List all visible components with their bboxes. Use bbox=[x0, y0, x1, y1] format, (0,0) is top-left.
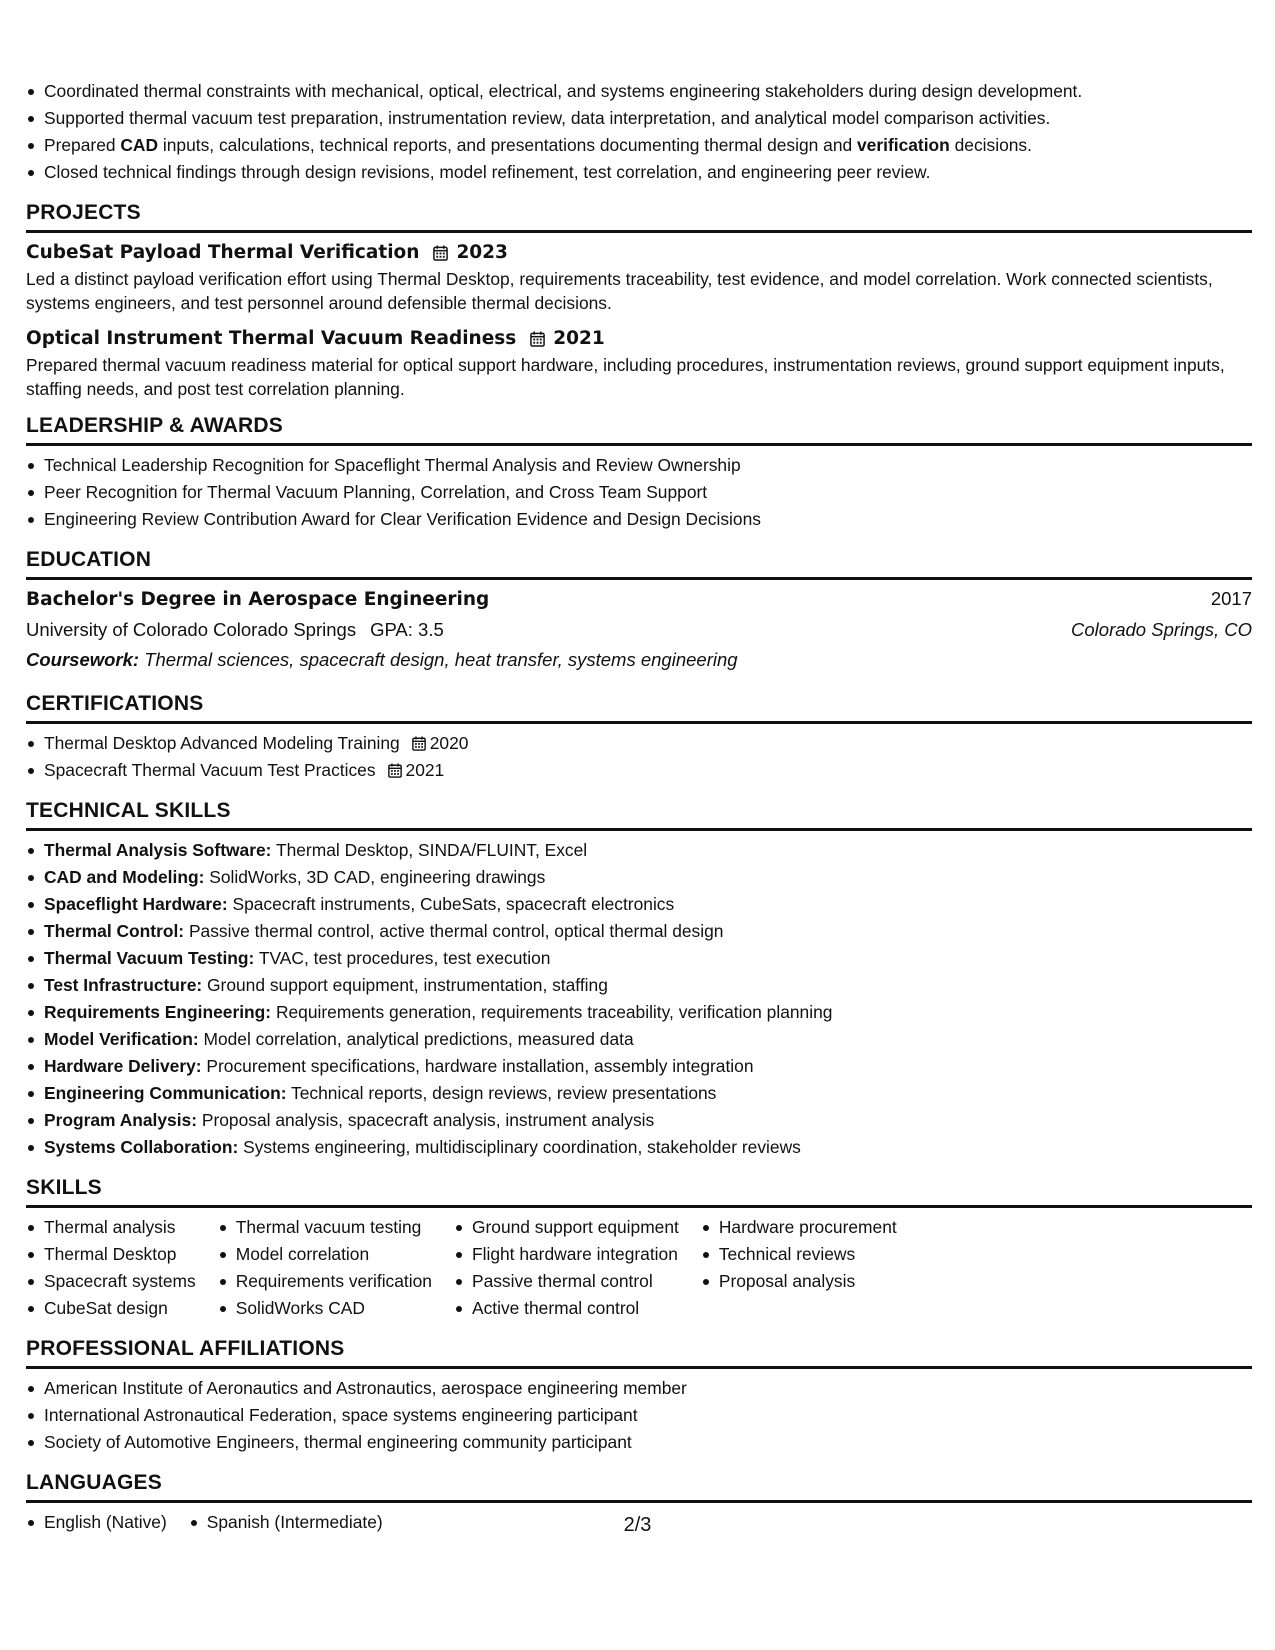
technical-skill-item bbox=[44, 1107, 1252, 1134]
certification-item bbox=[44, 730, 1252, 757]
experience-bullet-list bbox=[26, 78, 1252, 186]
project-description: Prepared thermal vacuum readiness material for optical support hardware, including procedures, instrumentation reviews, ground support equipment inputs, staffing needs, and post test correlation planning. bbox=[26, 355, 1225, 399]
skill-item: Spacecraft systems bbox=[44, 1268, 196, 1295]
bullet-text: decisions. bbox=[949, 135, 1032, 155]
calendar-icon bbox=[388, 763, 402, 778]
technical-skill-label: Test Infrastructure: bbox=[44, 975, 203, 995]
bullet-text: Prepared bbox=[44, 135, 121, 155]
affiliations-section bbox=[26, 1334, 1252, 1456]
technical-skill-value: Requirements generation, requirements traceability, verification planning bbox=[275, 1002, 833, 1022]
projects-list bbox=[26, 233, 1252, 401]
technical-skill-label: Thermal Vacuum Testing: bbox=[44, 948, 255, 968]
technical-skill-label: Hardware Delivery: bbox=[44, 1056, 202, 1076]
coursework-label: Coursework: bbox=[26, 649, 140, 670]
projects-section bbox=[26, 198, 1252, 401]
technical-skill-label: Program Analysis: bbox=[44, 1110, 198, 1130]
skill-item: Requirements verification bbox=[236, 1268, 432, 1295]
section-title-skills: SKILLS bbox=[26, 1173, 1252, 1208]
section-title-education: EDUCATION bbox=[26, 545, 1252, 580]
section-title-technical-skills: TECHNICAL SKILLS bbox=[26, 796, 1252, 831]
project-entry bbox=[26, 325, 1252, 401]
affiliations-list bbox=[26, 1375, 1252, 1456]
section-title-leadership: LEADERSHIP & AWARDS bbox=[26, 411, 1252, 446]
technical-skill-label: Systems Collaboration: bbox=[44, 1137, 239, 1157]
technical-skill-value: Ground support equipment, instrumentation, staffing bbox=[207, 975, 608, 995]
skills-section bbox=[26, 1173, 1252, 1322]
bullet-text: Supported thermal vacuum test preparation, instrumentation review, data interpretation, and analytical model comparison activities. bbox=[44, 108, 1051, 128]
technical-skill-value: Model correlation, analytical predictions, measured data bbox=[203, 1029, 634, 1049]
certification-name: Spacecraft Thermal Vacuum Test Practices bbox=[44, 760, 376, 780]
certification-item bbox=[44, 757, 1252, 784]
technical-skill-value: Passive thermal control, active thermal control, optical thermal design bbox=[188, 921, 724, 941]
affiliation-item: American Institute of Aeronautics and Astronautics, aerospace engineering member bbox=[44, 1375, 1252, 1402]
technical-skill-value: SolidWorks, 3D CAD, engineering drawings bbox=[209, 867, 546, 887]
project-description: Led a distinct payload verification effort using Thermal Desktop, requirements traceability, test evidence, and model correlation. Work connected scientists, systems engineers, and test personnel around defensible thermal decisions. bbox=[26, 269, 1213, 313]
degree-title: Bachelor's Degree in Aerospace Engineering bbox=[26, 589, 490, 610]
page-number: 2/3 bbox=[623, 1514, 652, 1536]
bold-keyword: CAD bbox=[120, 135, 159, 155]
language-item: Spanish (Intermediate) bbox=[207, 1509, 383, 1536]
skill-item: Technical reviews bbox=[719, 1241, 897, 1268]
affiliation-item: International Astronautical Federation, space systems engineering participant bbox=[44, 1402, 1252, 1429]
project-entry bbox=[26, 239, 1252, 315]
technical-skill-item bbox=[44, 864, 1252, 891]
coursework-text: Thermal sciences, spacecraft design, heat transfer, systems engineering bbox=[144, 649, 738, 670]
certification-name: Thermal Desktop Advanced Modeling Training bbox=[44, 733, 400, 753]
skill-item: Thermal analysis bbox=[44, 1214, 196, 1241]
bullet-text: inputs, calculations, technical reports, and presentations documenting thermal design and bbox=[158, 135, 857, 155]
gpa: GPA: 3.5 bbox=[370, 619, 444, 640]
project-header bbox=[26, 325, 1252, 353]
technical-skill-item bbox=[44, 999, 1252, 1026]
school-name: University of Colorado Colorado Springs bbox=[26, 619, 357, 640]
section-title-affiliations: PROFESSIONAL AFFILIATIONS bbox=[26, 1334, 1252, 1369]
technical-skill-label: Engineering Communication: bbox=[44, 1083, 287, 1103]
section-title-certifications: CERTIFICATIONS bbox=[26, 689, 1252, 724]
skills-grid bbox=[26, 1214, 1252, 1322]
skill-item: Thermal vacuum testing bbox=[236, 1214, 432, 1241]
resume-page bbox=[26, 78, 1252, 1536]
technical-skill-item bbox=[44, 972, 1252, 999]
skills-column bbox=[701, 1214, 897, 1322]
school-name-line bbox=[26, 615, 444, 645]
skills-column bbox=[26, 1214, 196, 1322]
leadership-section bbox=[26, 411, 1252, 533]
skill-item: CubeSat design bbox=[44, 1295, 196, 1322]
bullet-text: Coordinated thermal constraints with mechanical, optical, electrical, and systems engineering stakeholders during design development. bbox=[44, 81, 1083, 101]
skill-item: Model correlation bbox=[236, 1241, 432, 1268]
technical-skill-label: Thermal Control: bbox=[44, 921, 185, 941]
project-name: CubeSat Payload Thermal Verification bbox=[26, 242, 420, 263]
technical-skill-item bbox=[44, 1026, 1252, 1053]
education-section bbox=[26, 545, 1252, 675]
technical-skill-value: Procurement specifications, hardware installation, assembly integration bbox=[206, 1056, 754, 1076]
skill-item: Thermal Desktop bbox=[44, 1241, 196, 1268]
award-item: Technical Leadership Recognition for Spaceflight Thermal Analysis and Review Ownership bbox=[44, 452, 1252, 479]
award-item: Peer Recognition for Thermal Vacuum Planning, Correlation, and Cross Team Support bbox=[44, 479, 1252, 506]
technical-skill-value: TVAC, test procedures, test execution bbox=[258, 948, 551, 968]
school-location: Colorado Springs, CO bbox=[1071, 619, 1252, 640]
certifications-section bbox=[26, 689, 1252, 784]
skill-item: Proposal analysis bbox=[719, 1268, 897, 1295]
skill-item: Flight hardware integration bbox=[472, 1241, 679, 1268]
leadership-list bbox=[26, 452, 1252, 533]
bold-keyword: verification bbox=[857, 135, 950, 155]
technical-skill-label: Thermal Analysis Software: bbox=[44, 840, 272, 860]
certification-year: 2021 bbox=[405, 760, 445, 780]
award-item: Engineering Review Contribution Award for Clear Verification Evidence and Design Decisions bbox=[44, 506, 1252, 533]
technical-skill-item bbox=[44, 918, 1252, 945]
skills-column bbox=[454, 1214, 679, 1322]
project-header bbox=[26, 239, 1252, 267]
project-year: 2023 bbox=[456, 242, 508, 263]
skills-column bbox=[218, 1214, 432, 1322]
experience-bullet bbox=[44, 159, 1252, 186]
section-title-languages: LANGUAGES bbox=[26, 1468, 1252, 1503]
project-name: Optical Instrument Thermal Vacuum Readiness bbox=[26, 328, 517, 349]
technical-skill-value: Spacecraft instruments, CubeSats, spacecraft electronics bbox=[232, 894, 675, 914]
calendar-icon bbox=[412, 736, 426, 751]
technical-skills-section bbox=[26, 796, 1252, 1161]
technical-skill-item bbox=[44, 1134, 1252, 1161]
bullet-text: Closed technical findings through design revisions, model refinement, test correlation, and engineering peer review. bbox=[44, 162, 931, 182]
technical-skill-value: Technical reports, design reviews, review presentations bbox=[291, 1083, 717, 1103]
experience-bullet bbox=[44, 132, 1252, 159]
section-title-projects: PROJECTS bbox=[26, 198, 1252, 233]
graduation-year: 2017 bbox=[1210, 588, 1252, 609]
affiliation-item: Society of Automotive Engineers, thermal engineering community participant bbox=[44, 1429, 1252, 1456]
technical-skill-label: Requirements Engineering: bbox=[44, 1002, 272, 1022]
skill-item: SolidWorks CAD bbox=[236, 1295, 432, 1322]
technical-skill-item bbox=[44, 891, 1252, 918]
technical-skill-value: Proposal analysis, spacecraft analysis, instrument analysis bbox=[201, 1110, 655, 1130]
technical-skill-item bbox=[44, 837, 1252, 864]
technical-skill-label: CAD and Modeling: bbox=[44, 867, 205, 887]
technical-skill-item bbox=[44, 1053, 1252, 1080]
skill-item: Hardware procurement bbox=[719, 1214, 897, 1241]
language-item: English (Native) bbox=[44, 1509, 167, 1536]
technical-skill-item bbox=[44, 1080, 1252, 1107]
skill-item: Active thermal control bbox=[472, 1295, 679, 1322]
project-year: 2021 bbox=[553, 328, 605, 349]
experience-bullet bbox=[44, 78, 1252, 105]
certifications-list bbox=[26, 730, 1252, 784]
technical-skill-item bbox=[44, 945, 1252, 972]
technical-skill-label: Model Verification: bbox=[44, 1029, 199, 1049]
calendar-icon bbox=[433, 245, 448, 261]
experience-bullet bbox=[44, 105, 1252, 132]
calendar-icon bbox=[530, 331, 545, 347]
certification-year: 2020 bbox=[429, 733, 469, 753]
technical-skill-value: Thermal Desktop, SINDA/FLUINT, Excel bbox=[275, 840, 588, 860]
coursework bbox=[26, 645, 1252, 675]
skill-item: Passive thermal control bbox=[472, 1268, 679, 1295]
skill-item: Ground support equipment bbox=[472, 1214, 679, 1241]
technical-skills-list bbox=[26, 837, 1252, 1161]
technical-skill-value: Systems engineering, multidisciplinary coordination, stakeholder reviews bbox=[243, 1137, 801, 1157]
technical-skill-label: Spaceflight Hardware: bbox=[44, 894, 228, 914]
